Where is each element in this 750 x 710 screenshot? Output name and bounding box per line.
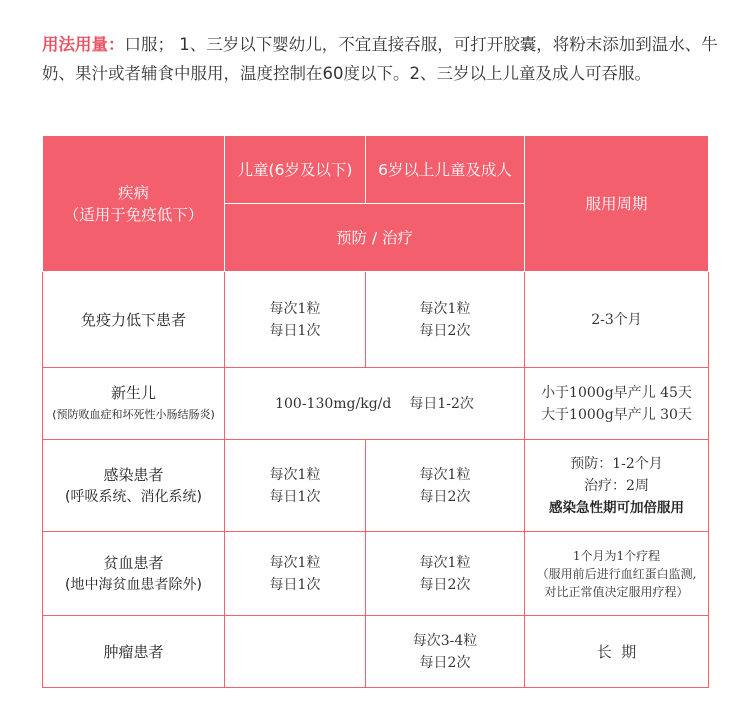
period-line: 1个月为1个疗程 (572, 548, 661, 563)
adult-dose-line: 每日2次 (419, 654, 471, 671)
header-disease (43, 136, 225, 272)
disease-name: 免疫力低下患者 (80, 310, 186, 329)
period-line: 长 期 (596, 642, 637, 661)
header-children: 儿童(6岁及以下) (225, 136, 366, 204)
disease-name: 新生儿 (110, 383, 156, 402)
child-dose-line: 每日1次 (269, 488, 321, 505)
period-cell (525, 368, 709, 440)
table-row (43, 368, 709, 440)
usage-paragraph (42, 30, 722, 88)
table-row (43, 272, 709, 368)
header-disease-label: 疾病 (117, 183, 149, 202)
disease-sub: (预防败血症和坏死性小肠结肠炎) (52, 407, 215, 421)
period-cell (525, 616, 709, 688)
header-period: 服用周期 (525, 136, 709, 272)
period-line: 预防：1-2个月 (570, 455, 663, 472)
period-small-line: 对比正常值决定服用疗程） (544, 584, 689, 599)
newborn-dose-cell (225, 368, 525, 440)
disease-cell (43, 272, 225, 368)
child-dose-cell (225, 440, 366, 532)
newborn-dose-amount: 100-130mg/kg/d (275, 395, 392, 412)
disease-sub: (地中海贫血患者除外) (65, 576, 202, 593)
period-cell (525, 532, 709, 616)
usage-label: 用法用量： (42, 35, 125, 54)
adult-dose-line: 每次3-4粒 (412, 632, 478, 649)
adult-dose-line: 每次1粒 (419, 300, 471, 317)
disease-cell (43, 440, 225, 532)
period-line: 2-3个月 (591, 311, 642, 328)
child-dose-cell (225, 272, 366, 368)
disease-name: 感染患者 (103, 465, 164, 484)
adult-dose-line: 每次1粒 (419, 466, 471, 483)
disease-name: 肿瘤患者 (103, 642, 164, 661)
period-cell (525, 440, 709, 532)
table-row (43, 616, 709, 688)
disease-cell (43, 368, 225, 440)
period-line: 小于1000g早产儿 45天 (541, 384, 692, 401)
table-row (43, 440, 709, 532)
dosage-table (42, 135, 709, 688)
adult-dose-cell (366, 272, 525, 368)
adult-dose-line: 每日2次 (419, 322, 471, 339)
adult-dose-cell (366, 616, 525, 688)
period-small-line: （服用前后进行血红蛋白监测, (536, 566, 697, 581)
adult-dose-line: 每日2次 (419, 488, 471, 505)
adult-dose-line: 每次1粒 (419, 554, 471, 571)
child-dose-line: 每次1粒 (269, 466, 321, 483)
newborn-dose-frequency: 每日1-2次 (409, 395, 474, 412)
adult-dose-cell (366, 532, 525, 616)
disease-sub: (呼吸系统、消化系统) (65, 488, 202, 505)
child-dose-line: 每次1粒 (269, 300, 321, 317)
header-adults: 6岁以上儿童及成人 (366, 136, 525, 204)
disease-cell (43, 616, 225, 688)
period-line: 大于1000g早产儿 30天 (541, 406, 692, 423)
child-dose-line: 每次1粒 (269, 554, 321, 571)
period-line: 治疗：2周 (584, 477, 649, 494)
header-disease-sub: （适用于免疫低下） (63, 205, 204, 224)
child-dose-line: 每日1次 (269, 576, 321, 593)
period-note: 感染急性期可加倍服用 (549, 499, 684, 516)
header-prevent-treat: 预防 / 治疗 (225, 204, 525, 272)
table-row (43, 532, 709, 616)
child-dose-line: 每日1次 (269, 322, 321, 339)
adult-dose-cell (366, 440, 525, 532)
child-dose-cell (225, 616, 366, 688)
period-cell (525, 272, 709, 368)
disease-name: 贫血患者 (103, 553, 164, 572)
disease-cell (43, 532, 225, 616)
adult-dose-line: 每日2次 (419, 576, 471, 593)
child-dose-cell (225, 532, 366, 616)
usage-text: 口服； 1、三岁以下婴幼儿，不宜直接吞服，可打开胶囊，将粉末添加到温水、牛奶、果汁或者辅食中服用，温度控制在60度以下。2、三岁以上儿童及成人可吞服。 (42, 35, 718, 83)
